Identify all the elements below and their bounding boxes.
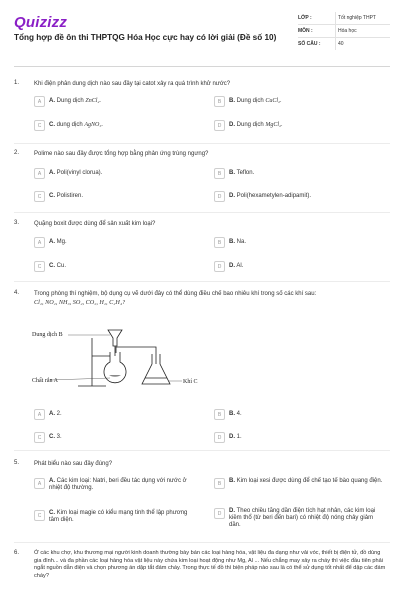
option-text: Na. xyxy=(236,239,247,245)
option-formula: AgNO₃. xyxy=(84,122,103,128)
meta-value: Hóa học xyxy=(335,25,390,37)
option-d[interactable] xyxy=(214,432,390,443)
option-text: 3. xyxy=(56,434,62,440)
meta-row-class xyxy=(298,12,390,25)
apparatus-diagram xyxy=(30,326,220,388)
option-label: C. xyxy=(49,434,55,440)
question-6 xyxy=(14,550,390,598)
label-gas-c: Khí C xyxy=(183,379,198,385)
option-text: Al. xyxy=(236,263,244,269)
meta-key: SỐ CÂU : xyxy=(298,41,321,47)
option-formula: MgCl₂. xyxy=(265,122,283,128)
option-letter-box: B xyxy=(214,409,225,420)
option-d[interactable] xyxy=(214,508,390,536)
option-text: Các kim loại: Natri, beri đều tác dụng với nước ở nhiệt độ thường. xyxy=(49,478,187,491)
meta-key: LỚP : xyxy=(298,15,312,21)
option-text: Polistiren. xyxy=(56,193,84,199)
option-text: Poli(vinyl clorua). xyxy=(56,170,103,176)
question-number: 2. xyxy=(14,150,20,156)
option-text: Dung dịch xyxy=(236,122,266,128)
question-number: 3. xyxy=(14,220,20,226)
option-letter-box: A xyxy=(34,478,45,489)
option-text: Dung dịch xyxy=(56,98,86,104)
option-a[interactable] xyxy=(34,237,204,248)
question-text: Quặng boxit được dùng để sản xuất kim loại? xyxy=(34,221,156,227)
option-d[interactable] xyxy=(214,120,390,131)
option-letter-box: D xyxy=(214,191,225,202)
question-1 xyxy=(14,80,390,140)
meta-value: 40 xyxy=(335,38,390,50)
question-2 xyxy=(14,150,390,210)
option-label: D. xyxy=(229,193,235,199)
question-text: Ở các khu chợ, khu thương mại người kinh doanh thường bày bán các loại hàng hóa, vật liệu đa dạng như vải vóc, thiết bị điện tử, đồ dùng gia đình... và đa phần các loại hàng hóa vật liệu này chứa kim loại hoạt động như Mg, Al ... Nếu chẳng may xảy ra cháy thì việc đầu tiên phải ngắt nguồn dẫn điện và chọn phương án dập tắt đám cháy. Trong thực tế đồ thì biện pháp nào sau là có thể sử dụng tốt nhất để dập các đám cháy? xyxy=(34,550,386,579)
option-c[interactable] xyxy=(34,191,204,202)
option-text: Kim loại magie có kiểu mạng tinh thể lập phương tâm diện. xyxy=(49,510,188,523)
option-letter-box: C xyxy=(34,191,45,202)
page-title: Tổng hợp đề ôn thi THPTQG Hóa Học cực hay có lời giải (Đề số 10) xyxy=(14,33,277,42)
option-text: dung dịch xyxy=(56,122,85,128)
option-d[interactable] xyxy=(214,261,390,272)
option-b[interactable] xyxy=(214,168,390,179)
option-text: 2. xyxy=(56,411,62,417)
option-label: C. xyxy=(49,510,55,516)
option-text: Poli(hexametylen-adipamit). xyxy=(236,193,312,199)
question-5 xyxy=(14,460,390,540)
question-text: Phát biểu nào sau đây đúng? xyxy=(34,461,113,467)
option-c[interactable] xyxy=(34,432,204,443)
option-letter-box: A xyxy=(34,168,45,179)
question-number: 1. xyxy=(14,80,20,86)
meta-value: Tốt nghiệp THPT xyxy=(335,12,390,24)
option-letter-box: C xyxy=(34,120,45,131)
option-label: D. xyxy=(229,122,235,128)
gas-list: Cl₂, NO₂, NH₃, SO₂, CO₂, H₂, C₂H₄? xyxy=(34,299,126,306)
label-solid-a: Chất rắn A xyxy=(32,378,58,384)
option-letter-box: D xyxy=(214,432,225,443)
option-label: D. xyxy=(229,434,235,440)
option-letter-box: A xyxy=(34,96,45,107)
option-text: Teflon. xyxy=(236,170,255,176)
option-label: D. xyxy=(229,508,235,514)
question-number: 4. xyxy=(14,290,20,296)
option-a[interactable] xyxy=(34,168,204,179)
question-text: Polime nào sau đây được tổng hợp bằng phản ứng trùng ngưng? xyxy=(34,151,209,157)
option-letter-box: D xyxy=(214,261,225,272)
option-b[interactable] xyxy=(214,478,390,498)
option-label: C. xyxy=(49,263,55,269)
quizizz-logo: Quizizz xyxy=(14,14,68,31)
meta-key: MÔN : xyxy=(298,28,313,34)
meta-row-count xyxy=(298,38,390,50)
option-letter-box: D xyxy=(214,120,225,131)
option-label: A. xyxy=(49,411,55,417)
option-text: Cu. xyxy=(56,263,67,269)
option-letter-box: B xyxy=(214,168,225,179)
option-letter-box: B xyxy=(214,237,225,248)
option-label: A. xyxy=(49,170,55,176)
question-divider xyxy=(14,212,390,213)
question-text: Trong phòng thí nghiệm, bộ dụng cụ vẽ dưới đây có thể dùng điều chế bao nhiêu khí trong số các khí sau: xyxy=(34,291,317,297)
option-letter-box: B xyxy=(214,96,225,107)
option-formula: CuCl₂. xyxy=(265,98,282,104)
option-text: 1. xyxy=(236,434,242,440)
option-label: B. xyxy=(229,411,235,417)
option-c[interactable] xyxy=(34,261,204,272)
apparatus-illustration xyxy=(30,326,220,388)
question-4-options xyxy=(14,409,390,443)
option-a[interactable] xyxy=(34,478,204,498)
question-divider xyxy=(14,542,390,543)
option-label: C. xyxy=(49,193,55,199)
option-letter-box: B xyxy=(214,478,225,489)
option-b[interactable] xyxy=(214,237,390,248)
option-label: A. xyxy=(49,98,55,104)
option-label: B. xyxy=(229,239,235,245)
option-label: A. xyxy=(49,239,55,245)
option-c[interactable] xyxy=(34,120,204,131)
label-solution-b: Dung dịch B xyxy=(32,332,63,338)
option-label: C. xyxy=(49,122,55,128)
option-a[interactable] xyxy=(34,409,204,420)
question-divider xyxy=(14,450,390,451)
option-text: Kim loại xesi được dùng để chế tạo tế bào quang điện. xyxy=(236,478,383,484)
option-b[interactable] xyxy=(214,96,390,107)
option-c[interactable] xyxy=(34,510,204,530)
option-letter-box: D xyxy=(214,508,225,519)
option-letter-box: C xyxy=(34,261,45,272)
option-label: B. xyxy=(229,478,235,484)
option-text: Mg. xyxy=(56,239,67,245)
option-label: B. xyxy=(229,170,235,176)
option-label: D. xyxy=(229,263,235,269)
option-letter-box: A xyxy=(34,409,45,420)
option-letter-box: C xyxy=(34,432,45,443)
question-3 xyxy=(14,220,390,278)
option-a[interactable] xyxy=(34,96,204,107)
question-text: Khi điện phân dung dịch nào sau đây tại catot xảy ra quá trình khử nước? xyxy=(34,81,231,87)
meta-row-subject xyxy=(298,25,390,38)
option-d[interactable] xyxy=(214,191,390,202)
option-b[interactable] xyxy=(214,409,390,420)
option-label: B. xyxy=(229,98,235,104)
option-label: A. xyxy=(49,478,55,484)
option-letter-box: A xyxy=(34,237,45,248)
option-text: 4. xyxy=(236,411,242,417)
option-letter-box: C xyxy=(34,510,45,521)
header-divider xyxy=(14,66,390,67)
question-divider xyxy=(14,281,390,282)
option-formula: ZnCl₂. xyxy=(85,98,101,104)
question-number: 6. xyxy=(14,550,20,556)
option-text: Theo chiều tăng dần điện tích hạt nhân, các kim loại kiềm thổ (từ beri đến bari) có nhiệt độ nóng chảy giảm dần. xyxy=(229,508,376,528)
option-text: Dung dịch xyxy=(236,98,266,104)
question-divider xyxy=(14,143,390,144)
meta-table xyxy=(298,12,390,50)
question-number: 5. xyxy=(14,460,20,466)
